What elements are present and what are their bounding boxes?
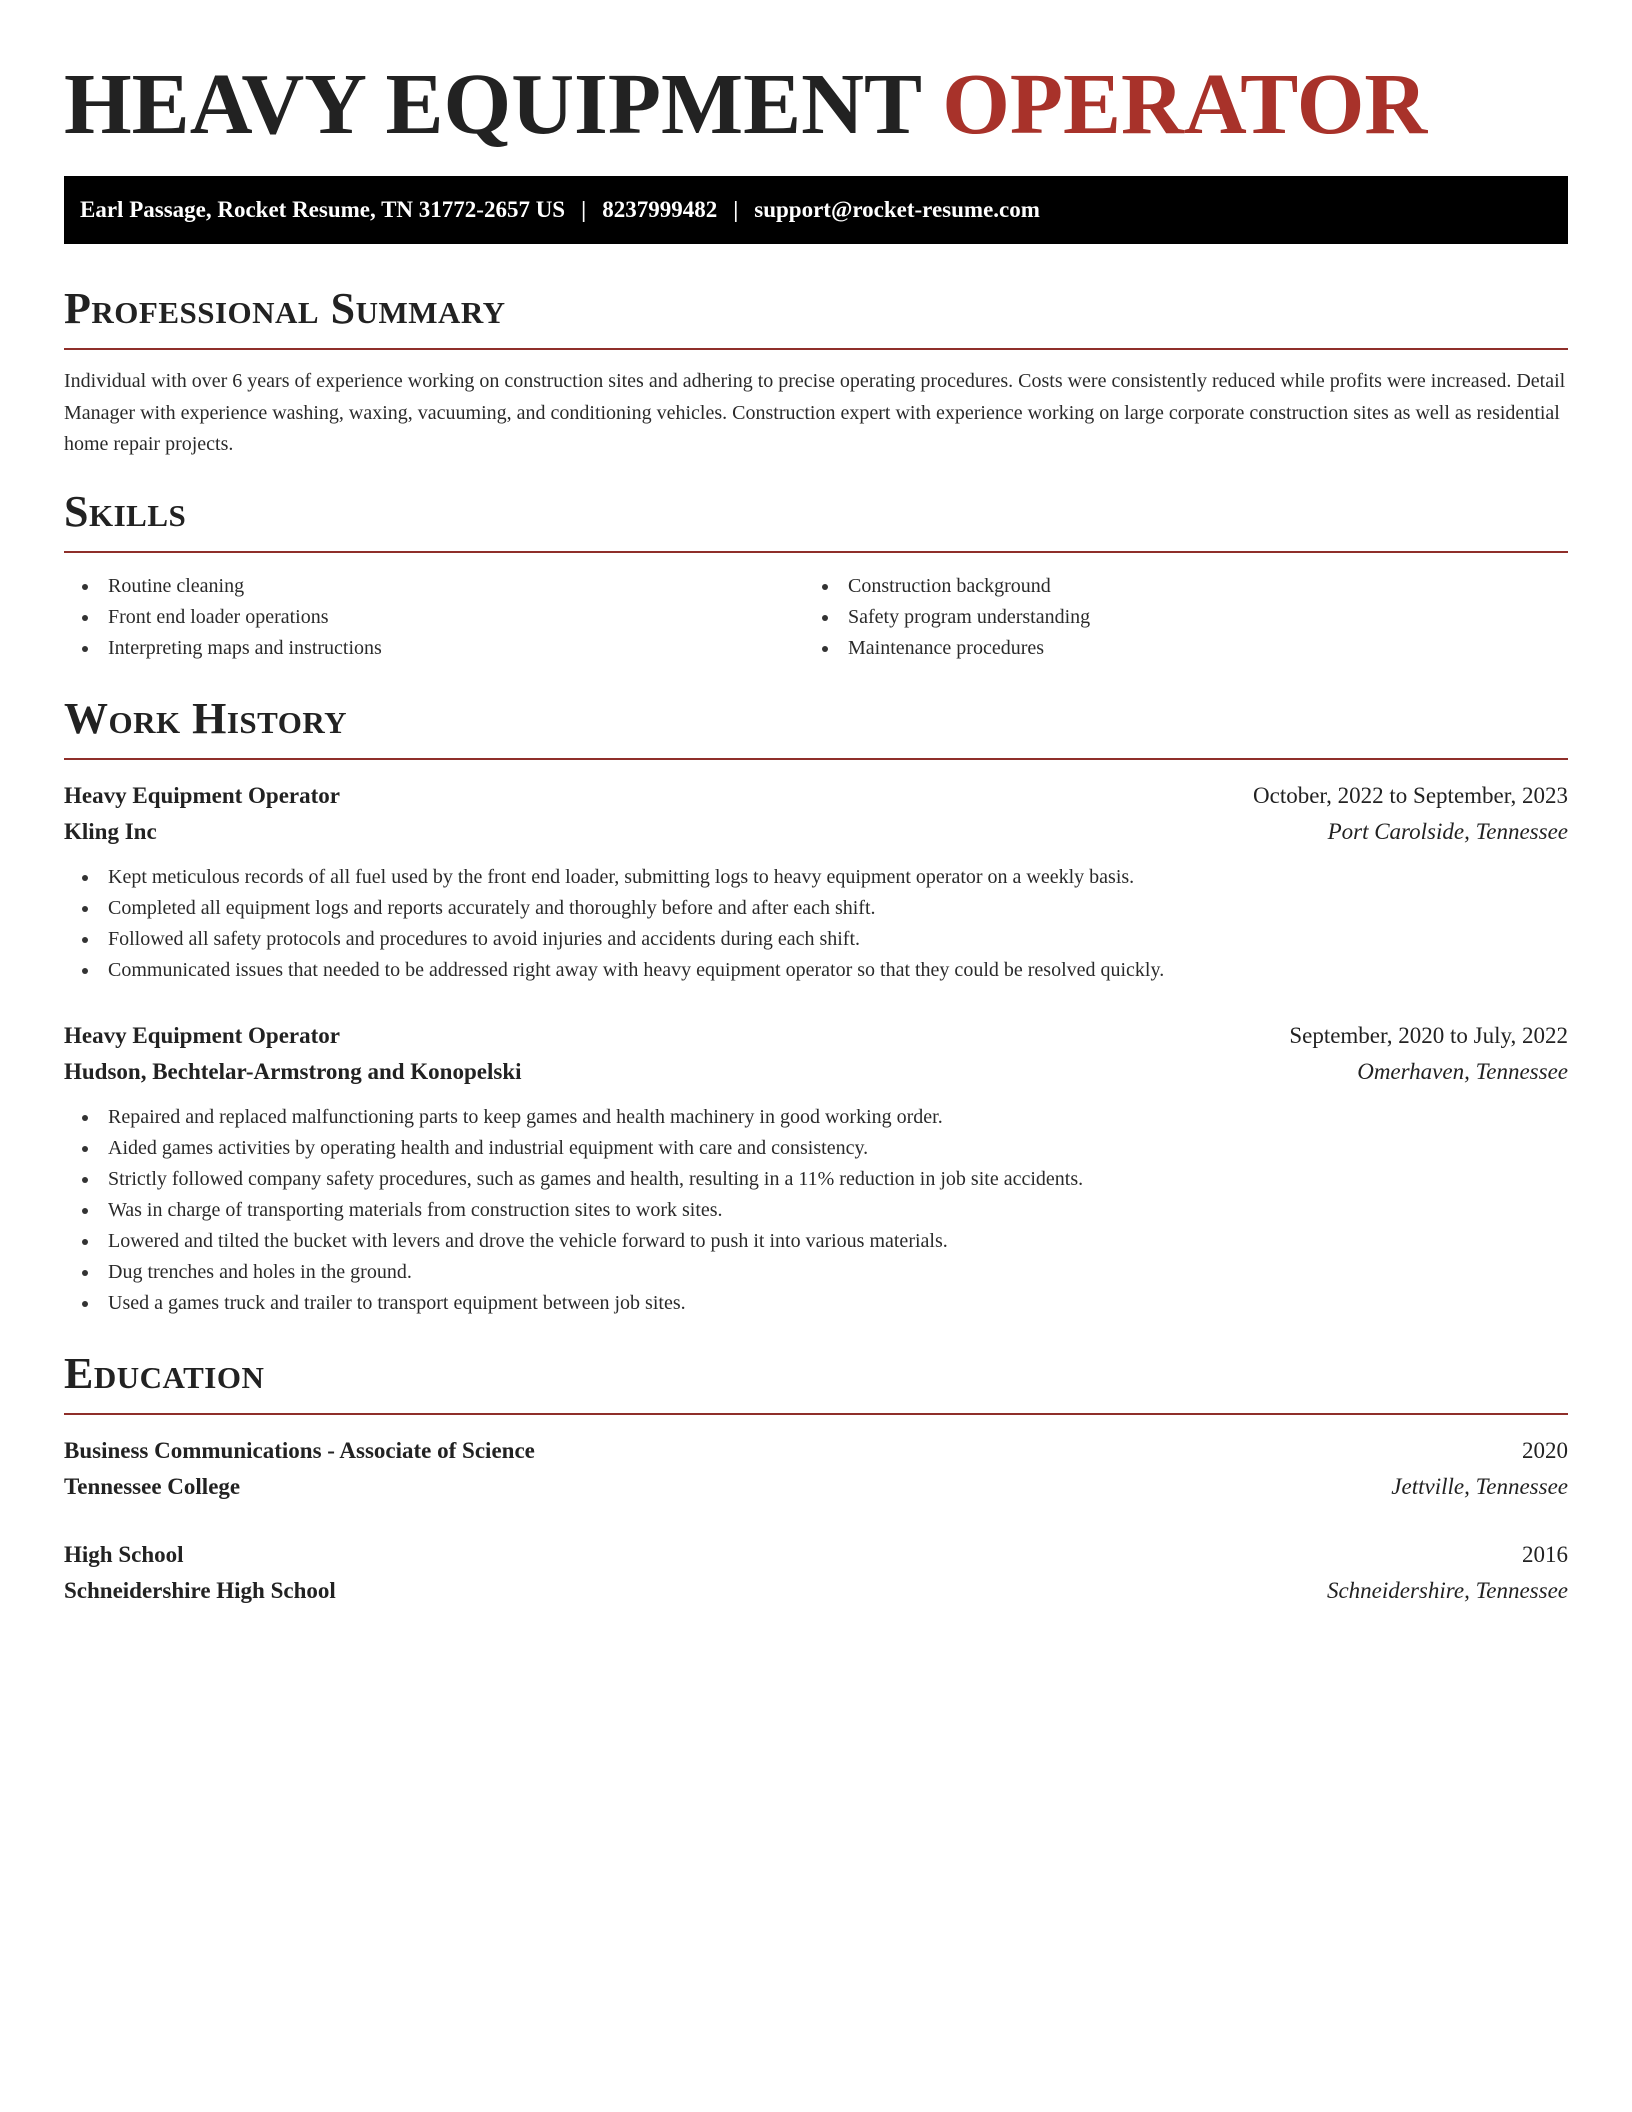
summary-section (64, 284, 1568, 461)
job-company-row (64, 1054, 1568, 1090)
education-school-row (64, 1573, 1568, 1609)
contact-bar (64, 176, 1568, 244)
job-bullet: Strictly followed company safety procedures, such as games and health, resulting in a 11% reduction in job site accidents. (64, 1164, 1568, 1195)
title-main: HEAVY EQUIPMENT (64, 55, 921, 152)
job-bullet: Dug trenches and holes in the ground. (64, 1257, 1568, 1288)
skills-column-left (64, 571, 804, 664)
education-school: Tennessee College (64, 1473, 241, 1499)
title-accent: OPERATOR (942, 55, 1428, 152)
job-bullets (64, 1102, 1568, 1319)
skill-item: Interpreting maps and instructions (64, 633, 804, 664)
section-divider (64, 551, 1568, 553)
section-divider (64, 1413, 1568, 1415)
resume-title (64, 0, 1568, 154)
job-dates: October, 2022 to September, 2023 (1253, 782, 1568, 808)
skill-item: Front end loader operations (64, 602, 804, 633)
job-company: Kling Inc (64, 818, 157, 844)
education-location: Jettville, Tennessee (1391, 1473, 1568, 1499)
section-divider (64, 758, 1568, 760)
job-header-row (64, 778, 1568, 814)
job-location: Port Carolside, Tennessee (1327, 818, 1568, 844)
contact-email[interactable]: support@rocket-resume.com (754, 197, 1040, 222)
skills-section (64, 487, 1568, 664)
summary-text: Individual with over 6 years of experience working on construction sites and adhering to precise operating procedures. Costs were consistently reduced while profits were increased. Detail Manager with experience washing, waxing, vacuuming, and conditioning vehicles. Construction expert with experience working on large corporate construction sites as well as residential home repair projects. (64, 370, 1566, 455)
skills-column-right (804, 571, 1544, 664)
job-role: Heavy Equipment Operator (64, 782, 340, 808)
section-title-work: Work History (64, 693, 348, 743)
education-degree: High School (64, 1541, 184, 1567)
education-section (64, 1349, 1568, 1609)
section-title-education: Education (64, 1348, 265, 1398)
job-company-row (64, 814, 1568, 850)
job-bullet: Aided games activities by operating health and industrial equipment with care and consistency. (64, 1133, 1568, 1164)
contact-address: Earl Passage, Rocket Resume, TN 31772-2657 US (80, 197, 566, 222)
job-bullet: Repaired and replaced malfunctioning parts to keep games and health machinery in good working order. (64, 1102, 1568, 1133)
work-section (64, 694, 1568, 1319)
education-header-row (64, 1433, 1568, 1469)
skill-item: Construction background (804, 571, 1544, 602)
skill-item: Routine cleaning (64, 571, 804, 602)
section-divider (64, 348, 1568, 350)
resume-page (64, 0, 1568, 1609)
education-school-row (64, 1469, 1568, 1505)
education-entry (64, 1537, 1568, 1609)
contact-separator: | (733, 197, 739, 222)
job-bullet: Used a games truck and trailer to transport equipment between job sites. (64, 1288, 1568, 1319)
education-school: Schneidershire High School (64, 1577, 336, 1603)
job-bullet: Kept meticulous records of all fuel used by the front end loader, submitting logs to heavy equipment operator on a weekly basis. (64, 862, 1568, 893)
job-bullet: Followed all safety protocols and procedures to avoid injuries and accidents during each shift. (64, 924, 1568, 955)
job-company: Hudson, Bechtelar-Armstrong and Konopelski (64, 1058, 522, 1084)
job-location: Omerhaven, Tennessee (1357, 1058, 1568, 1084)
skill-item: Safety program understanding (804, 602, 1544, 633)
job-header-row (64, 1018, 1568, 1054)
skills-list (64, 571, 1568, 664)
education-entry (64, 1433, 1568, 1505)
education-degree: Business Communications - Associate of Science (64, 1437, 535, 1463)
education-year: 2016 (1522, 1541, 1568, 1567)
job-bullet: Was in charge of transporting materials from construction sites to work sites. (64, 1195, 1568, 1226)
contact-separator: | (581, 197, 587, 222)
contact-phone[interactable]: 8237999482 (602, 197, 718, 222)
job-dates: September, 2020 to July, 2022 (1289, 1022, 1568, 1048)
job-bullet: Lowered and tilted the bucket with levers and drove the vehicle forward to push it into various materials. (64, 1226, 1568, 1257)
job-bullet: Communicated issues that needed to be addressed right away with heavy equipment operator so that they could be resolved quickly. (64, 955, 1568, 986)
section-title-summary: Professional Summary (64, 284, 506, 333)
education-year: 2020 (1522, 1437, 1568, 1463)
job-entry (64, 1018, 1568, 1319)
job-bullets (64, 862, 1568, 986)
job-entry (64, 778, 1568, 986)
section-title-skills: Skills (64, 486, 187, 536)
job-role: Heavy Equipment Operator (64, 1022, 340, 1048)
job-bullet: Completed all equipment logs and reports accurately and thoroughly before and after each shift. (64, 893, 1568, 924)
skill-item: Maintenance procedures (804, 633, 1544, 664)
education-location: Schneidershire, Tennessee (1326, 1577, 1568, 1603)
education-header-row (64, 1537, 1568, 1573)
